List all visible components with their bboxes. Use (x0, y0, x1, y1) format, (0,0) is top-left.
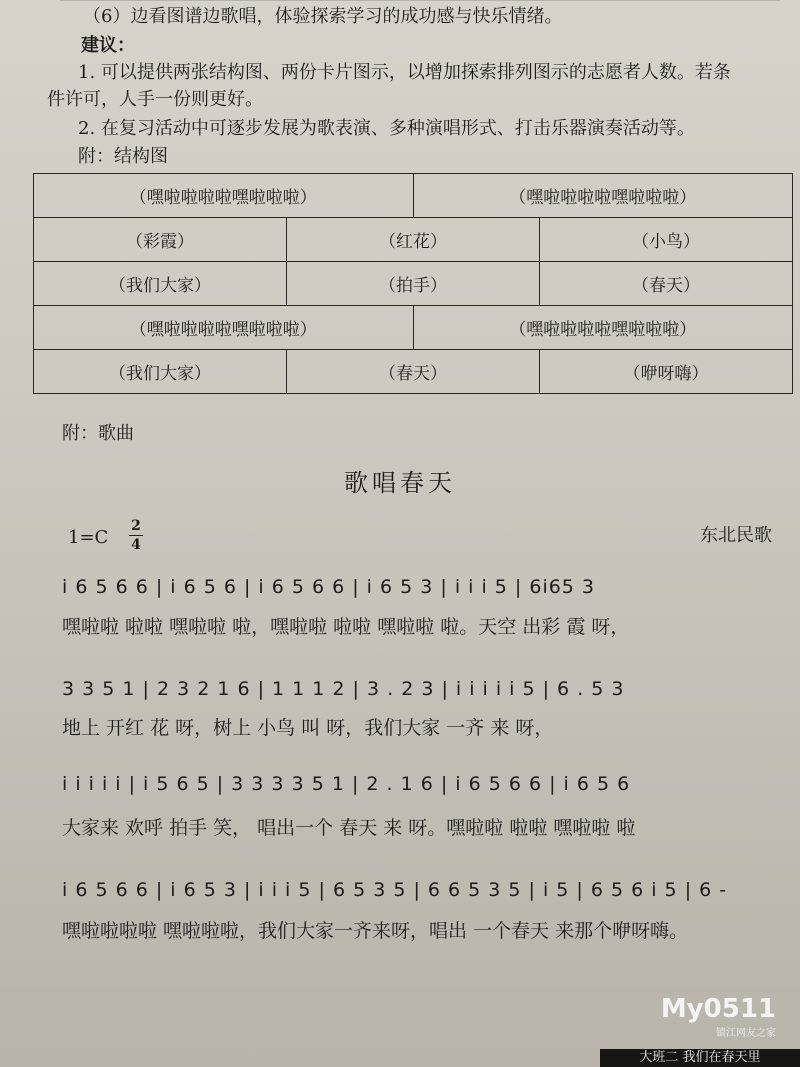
table-cell: （嘿啦啦啦啦嘿啦啦啦） (413, 306, 793, 350)
table-cell: （我们大家） (34, 350, 287, 394)
watermark-logo: My0511 (660, 994, 776, 1024)
table-cell: （咿呀嗨） (540, 350, 793, 394)
song-title: 歌唱春天 (344, 469, 456, 497)
notation-line-2: 3 3 5 1 | 2 3 2 1 6 | 1 1 1 2 | 3 . 2 3 | i i i i i 5 | 6 . 5 3 (62, 678, 625, 700)
paragraph-6: （6）边看图谱边歌唱，体验探索学习的成功感与快乐情绪。 (83, 6, 563, 27)
lyrics-line-2: 地上 开红 花 呀，树上 小鸟 叫 呀，我们大家 一齐 来 呀， (62, 717, 554, 739)
table-cell: （嘿啦啦啦啦嘿啦啦啦） (34, 306, 414, 350)
notation-line-3: i i i i i | i 5 6 5 | 3 3 3 3 5 1 | 2 . 1 6 | i 6 5 6 6 | i 6 5 6 (62, 773, 631, 795)
table-cell: （彩霞） (34, 218, 287, 262)
lyrics-line-1: 嘿啦啦 啦啦 嘿啦啦 啦，嘿啦啦 啦啦 嘿啦啦 啦。天空 出彩 霞 呀， (62, 616, 630, 638)
lyrics-line-4: 嘿啦啦啦啦 嘿啦啦啦，我们大家一齐来呀，唱出 一个春天 来那个咿呀嗨。 (62, 920, 689, 942)
table-row (34, 218, 793, 262)
suggestion-2: 2. 在复习活动中可逐步发展为歌表演、多种演唱形式、打击乐器演奏活动等。 (78, 118, 695, 139)
suggestion-1-line-2: 件许可，人手一份则更好。 (47, 89, 263, 110)
time-signature-top: 2 (131, 518, 141, 534)
notation-line-4: i 6 5 6 6 | i 6 5 3 | i i i 5 | 6 5 3 5 | 6 6 5 3 5 | i 5 | 6 5 6 i 5 | 6 - (62, 879, 728, 901)
suggestion-label: 建议： (81, 35, 135, 56)
suggestion-1-line-1: 1. 可以提供两张结构图、两份卡片图示，以增加探索排列图示的志愿者人数。若条 (78, 62, 731, 83)
time-signature (128, 518, 144, 553)
table-cell: （嘿啦啦啦啦嘿啦啦啦） (34, 174, 414, 218)
attachment-song-label: 附：歌曲 (62, 423, 134, 444)
key-signature: 1=C (68, 527, 109, 548)
table-row (34, 174, 793, 218)
lyrics-line-3: 大家来 欢呼 拍手 笑， 唱出一个 春天 来 呀。嘿啦啦 啦啦 嘿啦啦 啦 (62, 817, 636, 839)
structure-table (33, 173, 793, 394)
table-cell: （春天） (540, 262, 793, 306)
table-row (34, 350, 793, 394)
song-origin: 东北民歌 (700, 525, 772, 546)
table-cell: （小鸟） (540, 218, 793, 262)
attachment-structure-label: 附：结构图 (78, 146, 168, 167)
table-cell: （拍手） (287, 262, 540, 306)
watermark-subtitle: 镇江网友之家 (716, 1028, 776, 1039)
page-footer: 大班二 我们在春天里 (600, 1049, 800, 1067)
table-cell: （春天） (287, 350, 540, 394)
time-signature-bottom: 4 (131, 537, 141, 553)
table-cell: （嘿啦啦啦啦嘿啦啦啦） (413, 174, 793, 218)
notation-line-1: i 6 5 6 6 | i 6 5 6 | i 6 5 6 6 | i 6 5 3 | i i i 5 | 6i65 3 (62, 576, 596, 598)
table-cell: （红花） (287, 218, 540, 262)
table-row (34, 262, 793, 306)
table-cell: （我们大家） (34, 262, 287, 306)
time-signature-divider (129, 535, 143, 536)
table-row (34, 306, 793, 350)
watermark (661, 996, 776, 1039)
